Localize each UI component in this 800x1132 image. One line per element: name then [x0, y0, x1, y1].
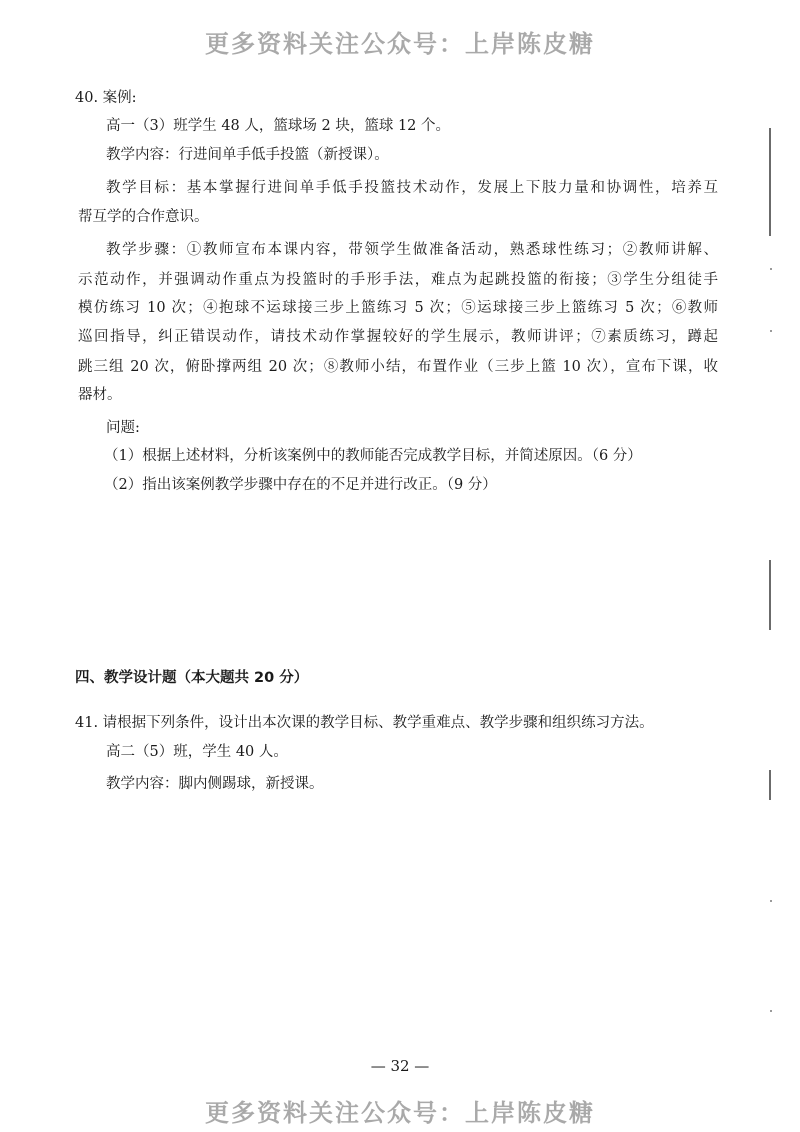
question-40-steps-line-5: 跳三组 20 次，俯卧撑两组 20 次；⑧教师小结，布置作业（三步上篮 10 次），宣布下课，收 [78, 359, 718, 375]
question-40-class-info: 高一（3）班学生 48 人，篮球场 2 块，篮球 12 个。 [106, 118, 451, 134]
question-40-goal-line-1: 教学目标：基本掌握行进间单手低手投篮技术动作，发展上下肢力量和协调性，培养互 [106, 180, 718, 196]
page-number: — 32 — [370, 1057, 430, 1075]
scan-edge-line [769, 128, 771, 236]
section-4-heading: 四、教学设计题（本大题共 20 分） [75, 670, 309, 686]
question-40-sub-question-2: （2）指出该案例教学步骤中存在的不足并进行改正。（9 分） [104, 477, 497, 493]
scan-speck [770, 1010, 772, 1012]
scan-speck [770, 330, 772, 332]
question-40-label: 40. 案例: [75, 90, 137, 106]
scan-speck [770, 900, 772, 902]
question-40-steps-line-4: 巡回指导，纠正错误动作，请技术动作掌握较好的学生展示，教师讲评；⑦素质练习，蹲起 [78, 329, 718, 345]
scan-edge-line [769, 560, 771, 630]
scan-speck [770, 268, 772, 270]
watermark-top: 更多资料关注公众号：上岸陈皮糖 [205, 30, 595, 58]
question-41-prompt: 41. 请根据下列条件，设计出本次课的教学目标、教学重难点、教学步骤和组织练习方法。 [75, 715, 654, 731]
question-40-question-label: 问题: [106, 420, 140, 436]
question-40-sub-question-1: （1）根据上述材料，分析该案例中的教师能否完成教学目标，并简述原因。（6 分） [104, 448, 642, 464]
question-40-steps-line-3: 模仿练习 10 次；④抱球不运球接三步上篮练习 5 次；⑤运球接三步上篮练习 5 次；⑥教师 [78, 300, 718, 316]
question-40-content: 教学内容：行进间单手低手投篮（新授课）。 [106, 147, 389, 163]
question-40-steps-line-2: 示范动作，并强调动作重点为投篮时的手形手法，难点为起跳投篮的衔接；③学生分组徒手 [78, 272, 718, 288]
question-40-goal-line-2: 帮互学的合作意识。 [78, 209, 209, 225]
question-41-content: 教学内容：脚内侧踢球，新授课。 [106, 776, 324, 792]
question-40-steps-line-6: 器材。 [78, 387, 122, 403]
scan-edge-line [769, 770, 771, 800]
question-41-class-info: 高二（5）班，学生 40 人。 [106, 744, 288, 760]
question-40-steps-line-1: 教学步骤：①教师宣布本课内容，带领学生做准备活动，熟悉球性练习；②教师讲解、 [106, 242, 718, 258]
watermark-bottom: 更多资料关注公众号：上岸陈皮糖 [205, 1099, 595, 1127]
